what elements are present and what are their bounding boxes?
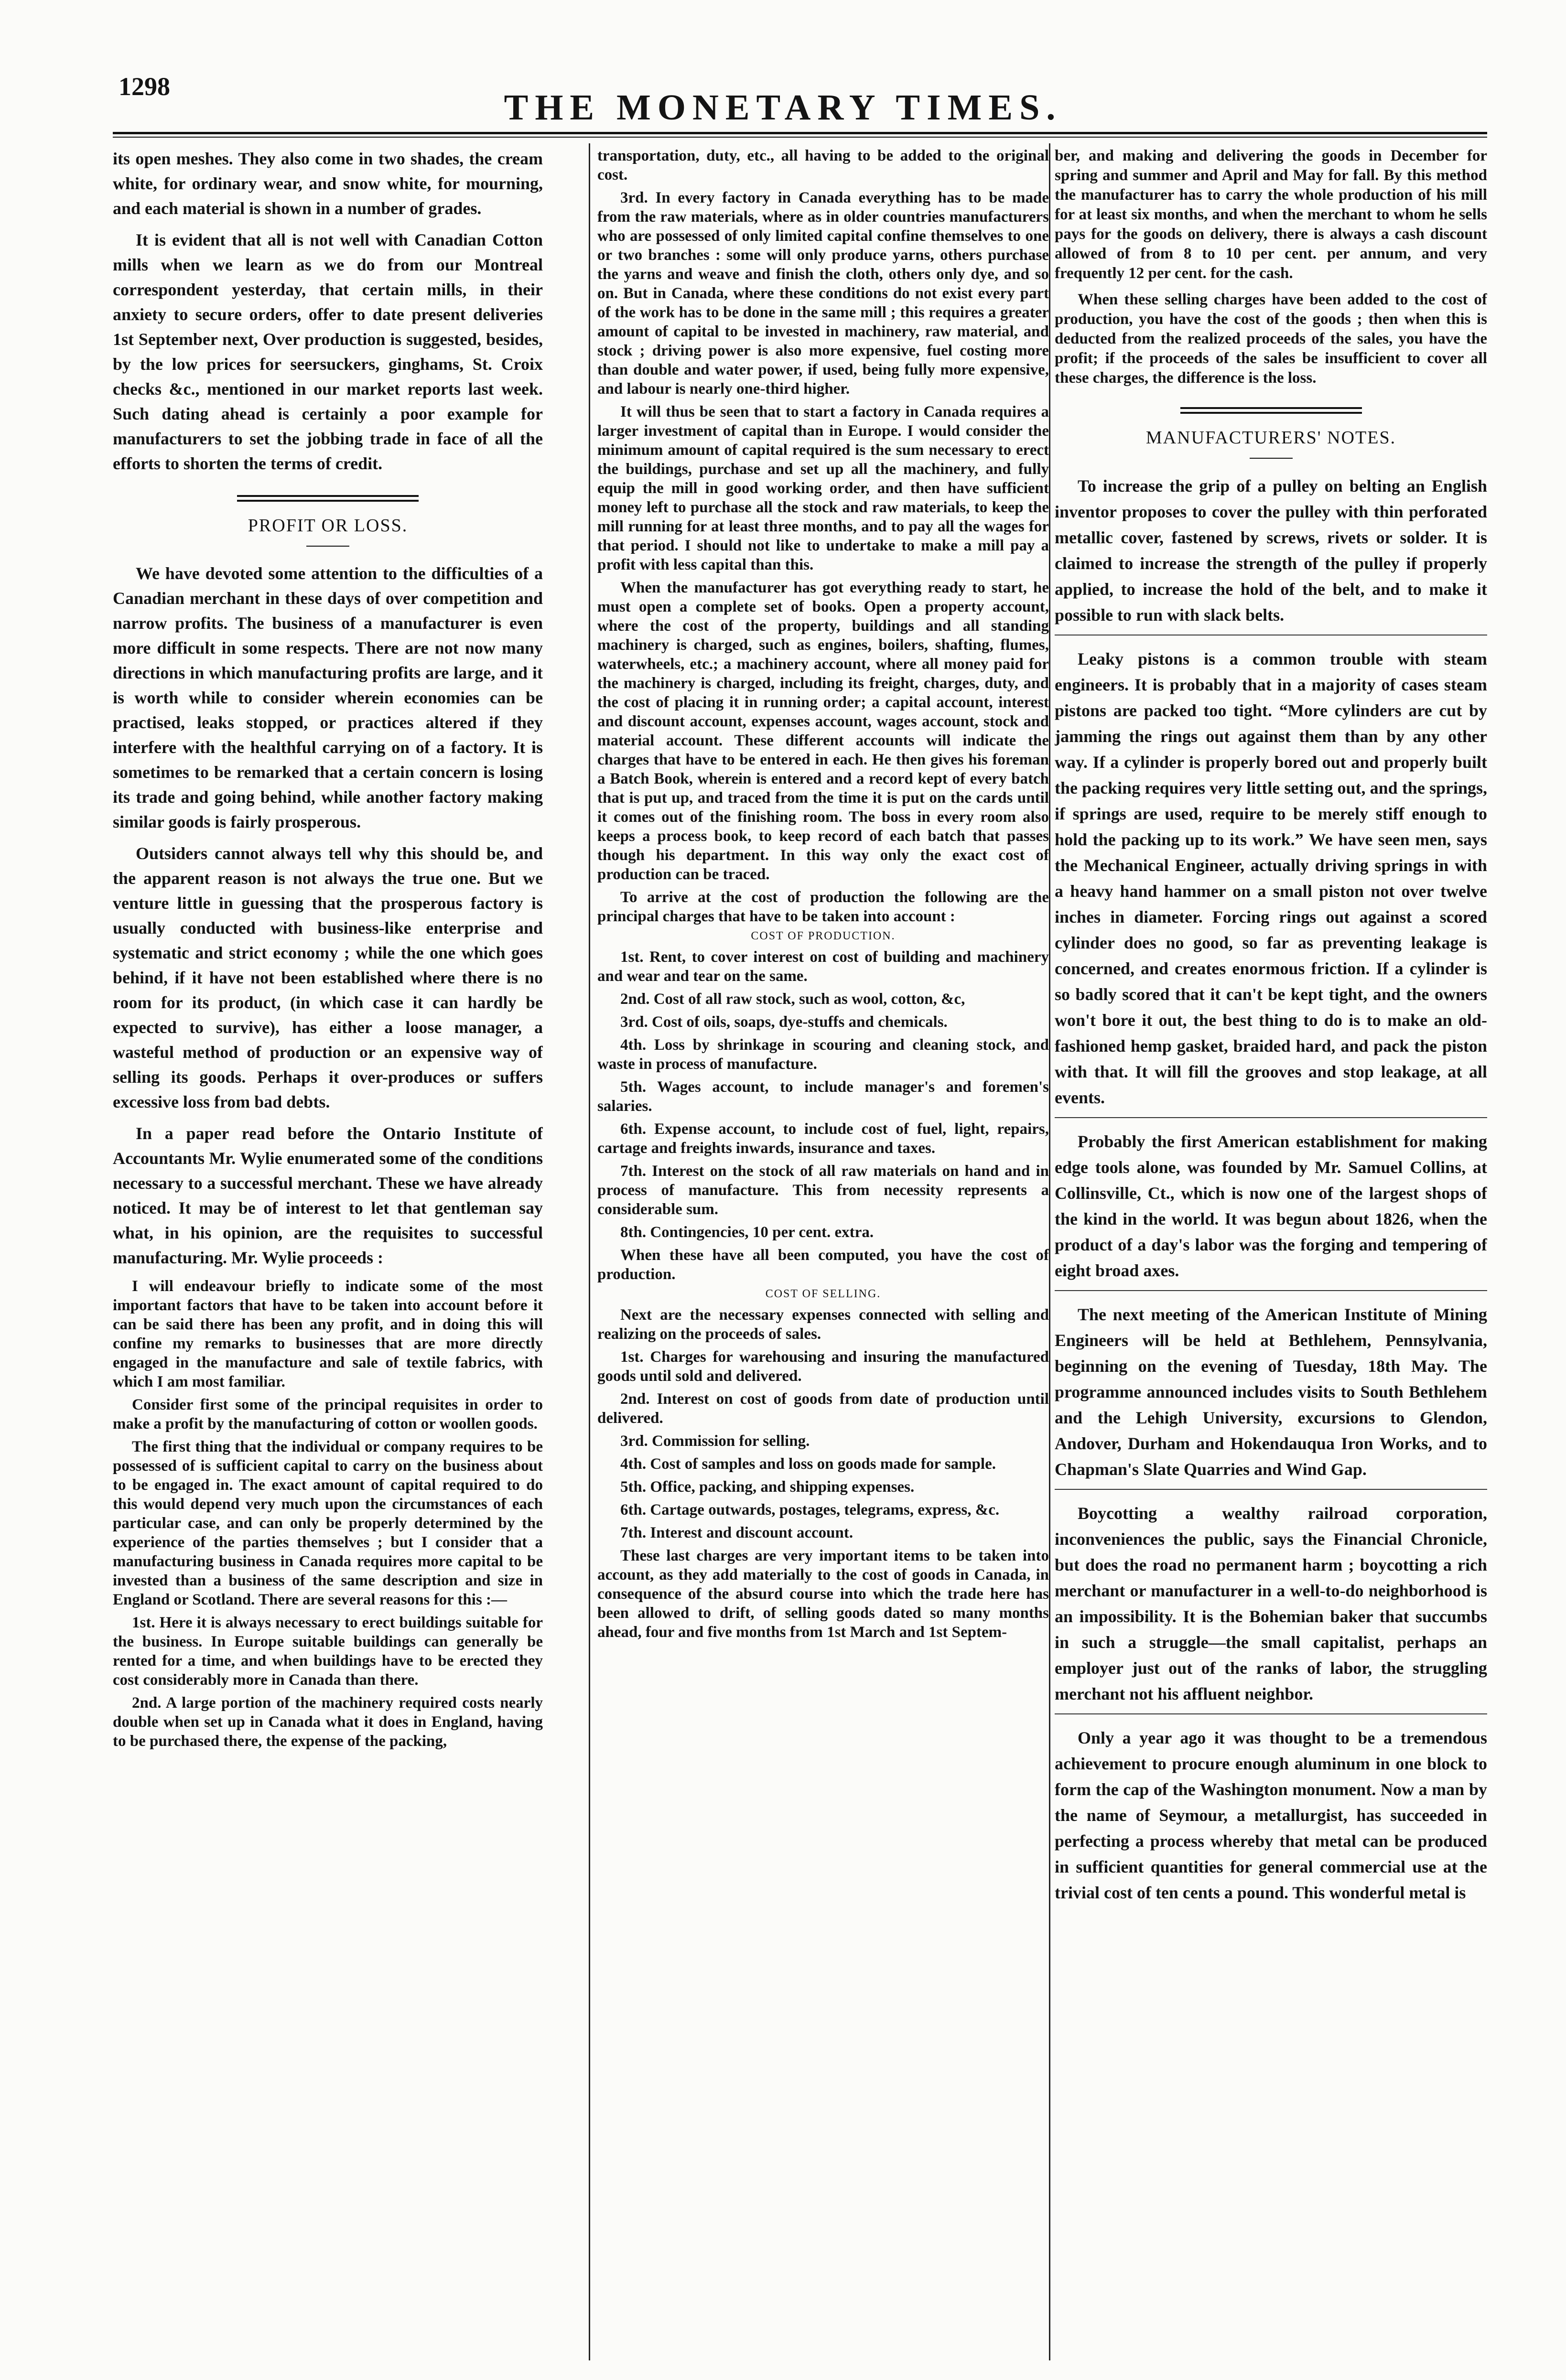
page-header	[0, 0, 1566, 134]
list-item: 3rd. Commission for selling.	[620, 1432, 810, 1450]
list-item: 6th. Expense account, to include cost of fuel, light, repairs, cartage and freights inwards, insurance and taxes.	[597, 1120, 1049, 1157]
continued-article	[1055, 146, 1487, 388]
paragraph: These last charges are very important items to be taken into account, as they add materially to the cost of goods in Canada, in consequence of the absurd course into which the trade here has been allowed to drift, of selling goods dated so many months ahead, four and five months from 1st March and 1st Septem-	[597, 1547, 1049, 1641]
column-divider	[1049, 143, 1050, 2360]
paragraph: When these selling charges have been added to the cost of production, you have the cost of the goods ; then when this is deducted from the realized proceeds of the sales, you have the profit; if the proceeds of the sales be insufficient to cover all these charges, the difference is the loss.	[1055, 291, 1487, 387]
paragraph: Next are the necessary expenses connected with selling and realizing on the proceeds of sales.	[597, 1306, 1049, 1343]
section-heading: MANUFACTURERS' NOTES.	[1145, 428, 1396, 448]
note-item: Only a year ago it was thought to be a tremendous achievement to procure enough aluminum in one block to form the cap of the Washington monument. Now a man by the name of Seymour, a metallurgist, has succeeded in perfecting a process whereby that metal can be produced in sufficient quantities for general commercial use at the trivial cost of ten cents a pound. This wonderful metal is	[1055, 1728, 1487, 1902]
header-rule-thin	[113, 137, 1487, 138]
paragraph: its open meshes. They also come in two shades, the cream white, for ordinary wear, and snow white, for mourning, and each material is shown in a number of grades.	[113, 149, 543, 218]
paragraph: Consider first some of the principal requisites in order to make a profit by the manufacturing of cotton or woollen goods.	[113, 1396, 543, 1432]
paragraph: I will endeavour briefly to indicate some of the most important factors that have to be taken into account before it can be said there has been any profit, and in doing this will confine my remarks to businesses that are more directly engaged in the manufacture and sale of textile fabrics, with which I am most familiar.	[113, 1278, 543, 1390]
subheading-cost-of-production: COST OF PRODUCTION.	[751, 930, 896, 942]
list-item: 2nd. Cost of all raw stock, such as wool, cotton, &c,	[620, 991, 965, 1008]
note-divider	[1055, 1713, 1487, 1714]
note-divider	[1055, 1489, 1487, 1490]
list-item: 5th. Wages account, to include manager's and foremen's salaries.	[597, 1078, 1049, 1115]
note-divider	[1055, 1117, 1487, 1118]
page-number: 1298	[119, 72, 170, 101]
masthead-title: THE MONETARY TIMES.	[504, 87, 1062, 128]
paragraph: The first thing that the individual or company requires to be possessed of is sufficient capital to carry on the business about to be engaged in. The exact amount of capital required to do this would depend very much upon the circumstances of each particular case, and can only be properly determined by the experience of the parties themselves ; but I consider that a manufacturing business in Canada requires more capital to be invested than a business of the same description and size in England or Scotland. There are several reasons for this :—	[113, 1438, 543, 1608]
paragraph: We have devoted some attention to the difficulties of a Canadian merchant in these days of over competition and narrow profits. The business of a manufacturer is even more difficult in some respects. There are not now many directions in which manufacturing profits are large, and it is worth while to consider wherein economies can be practised, leaks stopped, or practices altered if they interfere with the healthful carrying on of a factory. It is sometimes to be remarked that a certain concern is losing its trade and going behind, while another factory making similar goods is fairly prosperous.	[113, 564, 543, 831]
note-divider	[1055, 1290, 1487, 1291]
header-rule	[113, 132, 1487, 134]
paragraph: transportation, duty, etc., all having to be added to the original cost.	[597, 147, 1049, 183]
paragraph: 3rd. In every factory in Canada everything has to be made from the raw materials, where as in older countries manufacturers who are possessed of only limited capital confine themselves to one or two branches : some will only produce yarns, others purchase the yarns and weave and finish the cloth, others only dye, and so on. But in Canada, where these conditions do not exist every part of the work has to be done in the same mill ; this requires a greater amount of capital to be invested in machinery, raw material, and stock ; driving power is also more expensive, fuel costing more than double and water power, if used, being fully more expensive, and labour is nearly one-third higher.	[597, 189, 1049, 398]
subheading-cost-of-selling: COST OF SELLING.	[765, 1288, 881, 1300]
list-item: 3rd. Cost of oils, soaps, dye-stuffs and chemicals.	[620, 1013, 948, 1031]
paragraph: When the manufacturer has got everything ready to start, he must open a complete set of books. Open a property account, where the cost of the property, buildings and all standing machinery is charged, such as engines, boilers, shafting, flumes, waterwheels, etc.; a machinery account, where all money paid for the machinery is charged, including its freight, charges, duty, and the cost of placing it in running order; a capital account, interest and discount account, expenses account, wages account, stock and material account. These different accounts will indicate the charges that have to be entered in each. He then gives his foreman a Batch Book, wherein is entered and a record kept of every batch that is put up, and traced from the time it is put on the cards until it comes out of the finishing room. The boss in every room also keeps a process book, to keep record of each batch that passes though his department. In this way only the exact cost of production can be traced.	[597, 579, 1049, 883]
paragraph: 1st. Here it is always necessary to erect buildings suitable for the business. In Europe suitable buildings can generally be rented for a time, and when buildings have to be erected they cost considerably more in Canada than there.	[113, 1614, 543, 1689]
paragraph: In a paper read before the Ontario Institute of Accountants Mr. Wylie enumerated some of the conditions necessary to a successful merchant. These we have already noticed. It may be of interest to let that gentleman say what, in his opinion, are the requisites to successful manufacturing. Mr. Wylie proceeds :	[113, 1124, 543, 1267]
paragraph: When these have all been computed, you have the cost of production.	[597, 1247, 1049, 1283]
column-3	[1055, 146, 1487, 1912]
paragraph: ber, and making and delivering the goods in December for spring and summer and April and May for fall. By this method the manufacturer has to carry the whole production of his mill for at least six months, and when the merchant to whom he sells pays for the goods on delivery, there is always a cash discount allowed of from 8 to 10 per cent. per annum, and very frequently 12 per cent. for the cash.	[1055, 147, 1487, 282]
list-item: 7th. Interest and discount account.	[620, 1524, 853, 1541]
paragraph: To arrive at the cost of production the following are the principal charges that have to be taken into account :	[597, 889, 1049, 925]
list-item: 4th. Cost of samples and loss on goods made for sample.	[620, 1455, 996, 1473]
manufacturers-notes	[1055, 473, 1487, 1906]
note-item: Probably the first American establishment for making edge tools alone, was founded by Mr. Samuel Collins, at Collinsville, Ct., which is now one of the largest shops of the kind in the world. It was begun about 1826, when the product of a day's labor was the forging and tempering of eight broad axes.	[1055, 1132, 1487, 1280]
section-divider	[1180, 407, 1362, 414]
note-item: Boycotting a wealthy railroad corporation, inconveniences the public, says the Financial Chronicle, but does the road no permanent harm ; boycotting a rich merchant or manufacturer in a well-to-do neighborhood is an impossibility. It is the Bohemian baker that succumbs in such a struggle—the small capitalist, perhaps an employer just out of the ranks of labor, the struggling merchant not his affluent neighbor.	[1055, 1504, 1487, 1703]
list-item: 2nd. Interest on cost of goods from date of production until delivered.	[597, 1390, 1049, 1427]
section-divider	[237, 495, 419, 502]
heading-rule	[306, 546, 349, 547]
list-item: 8th. Contingencies, 10 per cent. extra.	[620, 1224, 874, 1241]
list-item: 1st. Rent, to cover interest on cost of building and machinery and wear and tear on the same.	[597, 948, 1049, 985]
note-item: Leaky pistons is a common trouble with steam engineers. It is probably that in a majority of cases steam pistons are packed too tight. “More cylinders are cut by jamming the rings out against them than by any other way. If a cylinder is properly bored out and properly built the packing requires very little setting out, and the springs, if springs are used, require to be merely stiff enough to hold the packing up to its work.” We have seen men, says the Mechanical Engineer, actually driving springs in with a heavy hand hammer on a small piston not over twelve inches in diameter. Forcing rings out against a scored cylinder does no good, so far as preventing leakage is concerned, and creates enormous friction. If a cylinder is so badly scored that it can't be kept tight, and the owners won't bore it out, the best thing to do is to make an old-fashioned hemp gasket, braided hard, and pack the piston with that. It will fill the grooves and stop leakage, at all events.	[1055, 649, 1487, 1107]
column-2	[597, 146, 1049, 1646]
article-heading: PROFIT OR LOSS.	[248, 516, 408, 536]
note-item: To increase the grip of a pulley on belting an English inventor proposes to cover the pulley with thin perforated metallic cover, fastened by screws, rivets or solder. It is claimed to increase the strength of the pulley if properly applied, to increase the hold of the belt, and to make it possible to run with slack belts.	[1055, 476, 1487, 625]
paragraph: It will thus be seen that to start a factory in Canada requires a larger investment of capital than in Europe. I would consider the minimum amount of capital required is the sum necessary to erect the buildings, purchase and set up all the machinery, and fully equip the mill in good working order, and then have sufficient money left to purchase all the stock and raw materials, to keep the mill running for at least three months, and to pay all the wages for that period. I should not like to undertake to make a mill pay a profit with less capital than this.	[597, 403, 1049, 573]
paragraph: It is evident that all is not well with Canadian Cotton mills when we learn as we do from our Montreal correspondent yesterday, that certain mills, in their anxiety to secure orders, offer to date present deliveries 1st September next, Over production is suggested, besides, by the low prices for seersuckers, ginghams, St. Croix checks &c., mentioned in our market reports last week. Such dating ahead is certainly a poor example for manufacturers to set the jobbing trade in face of all the efforts to shorten the terms of credit.	[113, 230, 543, 473]
column-1	[113, 146, 543, 1755]
list-item: 6th. Cartage outwards, postages, telegrams, express, &c.	[620, 1501, 1000, 1518]
column-divider	[589, 143, 590, 2360]
list-item: 7th. Interest on the stock of all raw materials on hand and in process of manufacture. This from necessity represents a considerable sum.	[597, 1163, 1049, 1218]
quoted-address	[113, 1277, 543, 1751]
list-item: 5th. Office, packing, and shipping expenses.	[620, 1478, 915, 1496]
paragraph: 2nd. A large portion of the machinery required costs nearly double when set up in Canada what it does in England, having to be purchased there, the expense of the packing,	[113, 1694, 543, 1750]
paragraph: Outsiders cannot always tell why this should be, and the apparent reason is not always the true one. But we venture little in guessing that the prosperous factory is usually conducted with business-like enterprise and systematic and strict economy ; while the one which goes behind, if it have not been established where there is no room for its product, (in which case it can hardly be expected to survive), has either a loose manager, a wasteful method of production or an expensive way of selling its goods. Perhaps it over-produces or suffers excessive loss from bad debts.	[113, 844, 543, 1111]
note-item: The next meeting of the American Institute of Mining Engineers will be held at Bethlehem, Pennsylvania, beginning on the evening of Tuesday, 18th May. The programme announced includes visits to South Bethlehem and the Lehigh University, excursions to Glendon, Andover, Durham and Hokendauqua Iron Works, and to Chapman's Slate Quarries and Wind Gap.	[1055, 1305, 1487, 1479]
list-item: 4th. Loss by shrinkage in scouring and cleaning stock, and waste in process of manufacture.	[597, 1036, 1049, 1073]
list-item: 1st. Charges for warehousing and insuring the manufactured goods until sold and delivered.	[597, 1348, 1049, 1385]
heading-rule	[1250, 458, 1293, 459]
